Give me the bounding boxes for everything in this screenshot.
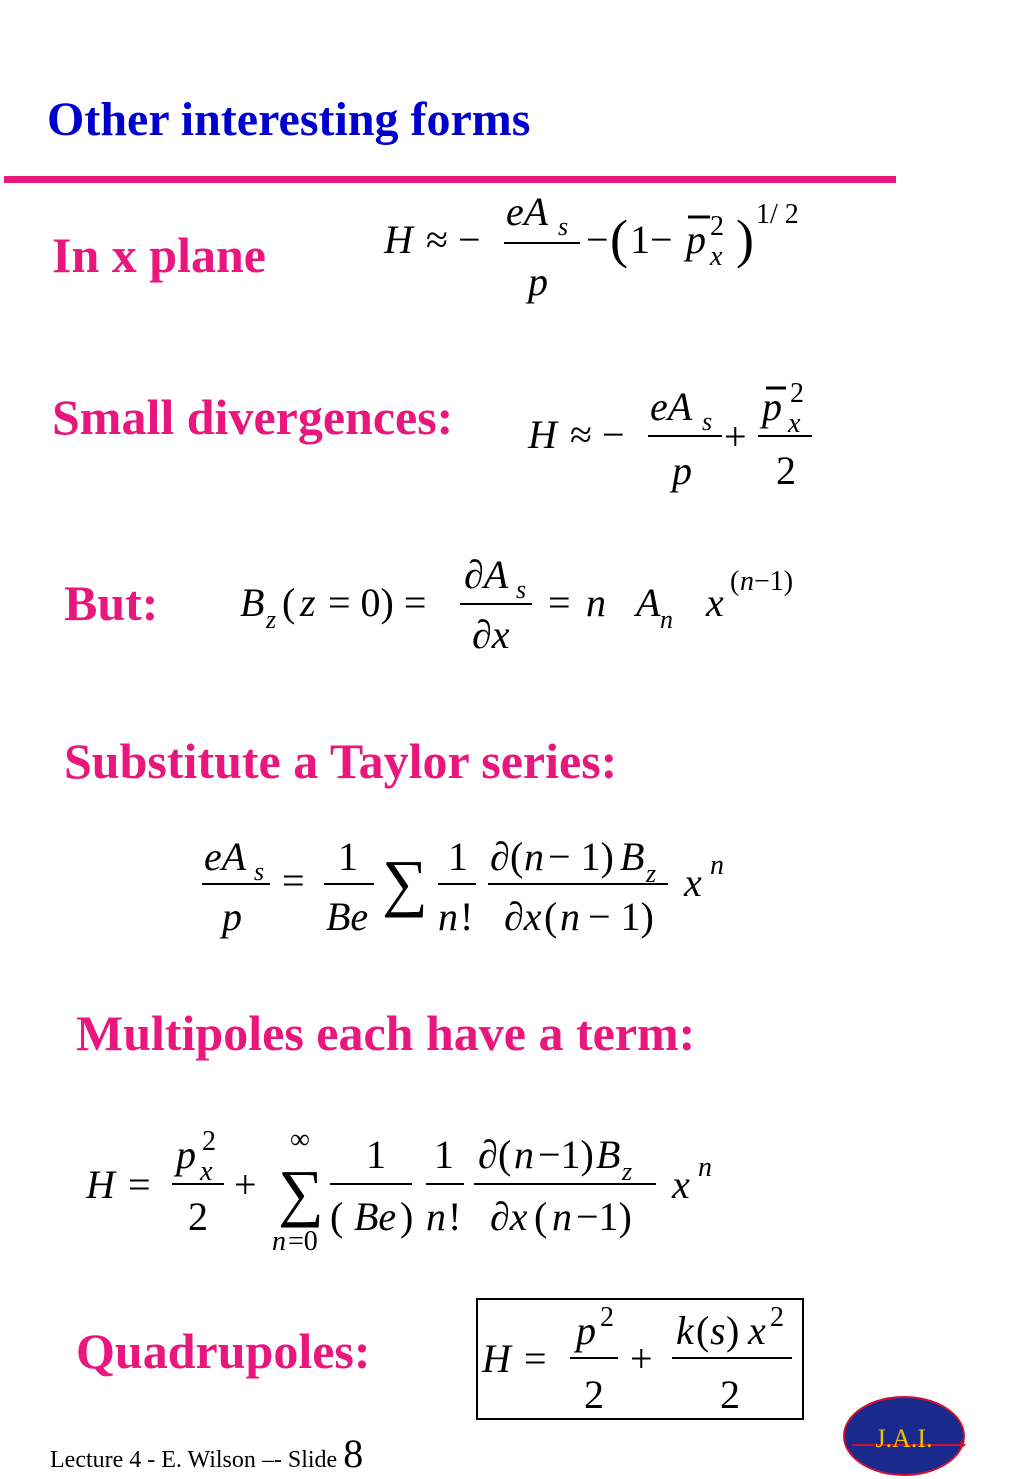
equation-multipoles — [82, 1118, 732, 1258]
svg-text:p: p — [686, 217, 706, 262]
svg-text:1−: 1− — [630, 217, 673, 262]
equation-quadrupoles — [478, 1300, 802, 1418]
svg-text:−: − — [586, 217, 609, 262]
svg-text:(: ( — [730, 566, 740, 597]
svg-text:H: H — [384, 217, 413, 262]
equation-small-divergences — [526, 374, 826, 494]
svg-text:∂A: ∂A — [464, 552, 509, 597]
svg-text:s: s — [702, 407, 713, 436]
svg-text:n: n — [438, 894, 458, 939]
svg-text:eA: eA — [204, 834, 247, 879]
svg-text:B: B — [620, 834, 645, 879]
svg-text:z: z — [300, 580, 316, 625]
svg-text:−1): −1) — [576, 1194, 632, 1239]
svg-text:2: 2 — [584, 1372, 604, 1417]
svg-text:2: 2 — [720, 1372, 740, 1417]
svg-text:x: x — [710, 241, 723, 272]
svg-text:Be: Be — [354, 1194, 397, 1239]
svg-text:− 1): − 1) — [588, 894, 654, 939]
svg-text:≈ −: ≈ − — [570, 412, 625, 457]
svg-text:k: k — [676, 1308, 694, 1353]
svg-text:(: ( — [330, 1194, 344, 1239]
svg-text:z: z — [266, 605, 277, 634]
svg-text:∂: ∂ — [490, 834, 510, 879]
svg-text:x: x — [788, 408, 801, 439]
svg-text:(: ( — [534, 1194, 548, 1239]
slide-footer — [50, 1430, 363, 1477]
svg-text:2: 2 — [790, 378, 804, 409]
svg-text:s: s — [254, 857, 265, 886]
svg-text:eA: eA — [506, 195, 549, 234]
svg-text:A: A — [636, 580, 661, 625]
svg-text:): ) — [400, 1194, 414, 1239]
svg-text:n: n — [740, 566, 754, 597]
svg-text:x: x — [672, 1162, 690, 1207]
svg-text:H: H — [528, 412, 557, 457]
label-multipoles: Multipoles each have a term: — [76, 1005, 696, 1061]
svg-text:−1): −1) — [754, 566, 794, 597]
jai-logo — [842, 1395, 968, 1477]
svg-text:2: 2 — [776, 448, 796, 493]
label-but: But: — [64, 575, 159, 631]
svg-text:1: 1 — [434, 1132, 454, 1177]
svg-text:x: x — [200, 1156, 213, 1187]
slide-number: 8 — [343, 1431, 364, 1476]
label-x-plane: In x plane — [52, 227, 266, 283]
svg-text:1: 1 — [366, 1132, 386, 1177]
svg-text:B: B — [596, 1132, 621, 1177]
svg-text:n: n — [272, 1226, 286, 1257]
svg-text:(: ( — [498, 1132, 512, 1177]
svg-text:n: n — [698, 1152, 712, 1183]
svg-text:n: n — [560, 894, 580, 939]
svg-text:=0: =0 — [288, 1226, 318, 1257]
equation-but — [236, 552, 826, 662]
equation-x-plane — [380, 195, 810, 310]
svg-text:z: z — [622, 1157, 633, 1186]
svg-text:n: n — [710, 850, 724, 881]
svg-text:∞: ∞ — [290, 1124, 310, 1155]
svg-text:B: B — [240, 580, 265, 625]
svg-text:n: n — [552, 1194, 572, 1239]
svg-text:s: s — [558, 212, 569, 241]
svg-text:n: n — [586, 580, 606, 625]
svg-text:+: + — [234, 1162, 257, 1207]
svg-text:z: z — [646, 859, 657, 888]
svg-text:(: ( — [510, 834, 524, 879]
svg-text:p: p — [222, 894, 242, 939]
svg-text:p: p — [528, 259, 548, 304]
footer-text: Lecture 4 - E. Wilson –- Slide — [50, 1447, 338, 1473]
svg-text:2: 2 — [188, 1194, 208, 1239]
svg-text:): ) — [736, 209, 754, 269]
svg-text:2: 2 — [710, 211, 724, 242]
svg-text:∂: ∂ — [478, 1132, 498, 1177]
svg-text:!: ! — [460, 894, 474, 939]
svg-text:p: p — [176, 1132, 196, 1177]
svg-text:x: x — [684, 860, 702, 905]
svg-text:≈ −: ≈ − — [426, 217, 481, 262]
svg-text:2: 2 — [202, 1126, 216, 1157]
svg-text:Be: Be — [326, 894, 369, 939]
svg-text:): ) — [726, 1308, 740, 1353]
svg-text:+: + — [630, 1336, 653, 1381]
svg-text:2: 2 — [770, 1302, 784, 1333]
svg-text:=: = — [524, 1336, 547, 1381]
slide-title: Other interesting forms — [47, 93, 531, 146]
svg-text:n: n — [524, 834, 544, 879]
svg-text:p: p — [576, 1308, 596, 1353]
svg-text:∑: ∑ — [382, 847, 428, 918]
svg-text:− 1): − 1) — [548, 834, 614, 879]
svg-text:∑: ∑ — [278, 1157, 324, 1228]
svg-text:p: p — [762, 384, 782, 429]
svg-text:s: s — [516, 575, 527, 604]
svg-text:n: n — [660, 605, 673, 634]
svg-text:∂x: ∂x — [472, 612, 510, 657]
svg-text:x: x — [748, 1308, 766, 1353]
title-divider — [4, 176, 896, 183]
svg-text:s: s — [710, 1308, 726, 1353]
svg-text:(: ( — [610, 209, 628, 269]
label-taylor-series: Substitute a Taylor series: — [64, 733, 618, 789]
svg-text:1: 1 — [338, 834, 358, 879]
svg-text:∂x: ∂x — [504, 894, 542, 939]
svg-text:n: n — [514, 1132, 534, 1177]
svg-text:(: ( — [544, 894, 558, 939]
svg-text:eA: eA — [650, 384, 693, 429]
svg-text:(: ( — [282, 580, 296, 625]
svg-text:−1): −1) — [538, 1132, 594, 1177]
svg-text:p: p — [672, 448, 692, 493]
svg-text:∂x: ∂x — [490, 1194, 528, 1239]
svg-text:2: 2 — [600, 1302, 614, 1333]
svg-text:x: x — [706, 580, 724, 625]
label-small-divergences: Small divergences: — [52, 389, 454, 445]
svg-text:1: 1 — [448, 834, 468, 879]
svg-text:!: ! — [448, 1194, 462, 1239]
svg-text:n: n — [426, 1194, 446, 1239]
label-quadrupoles: Quadrupoles: — [76, 1323, 371, 1379]
svg-text:+: + — [724, 414, 747, 459]
svg-text:= 0) =: = 0) = — [328, 580, 427, 625]
svg-text:(: ( — [696, 1308, 710, 1353]
svg-text:H: H — [86, 1162, 115, 1207]
svg-text:=: = — [128, 1162, 151, 1207]
svg-text:=: = — [282, 858, 305, 903]
svg-text:=: = — [548, 580, 571, 625]
svg-text:1/ 2: 1/ 2 — [756, 199, 799, 230]
logo-text: J.A.I. — [875, 1424, 933, 1453]
boxed-quadrupole-equation — [476, 1298, 804, 1420]
svg-text:H: H — [482, 1336, 511, 1381]
equation-taylor-series — [196, 826, 756, 952]
